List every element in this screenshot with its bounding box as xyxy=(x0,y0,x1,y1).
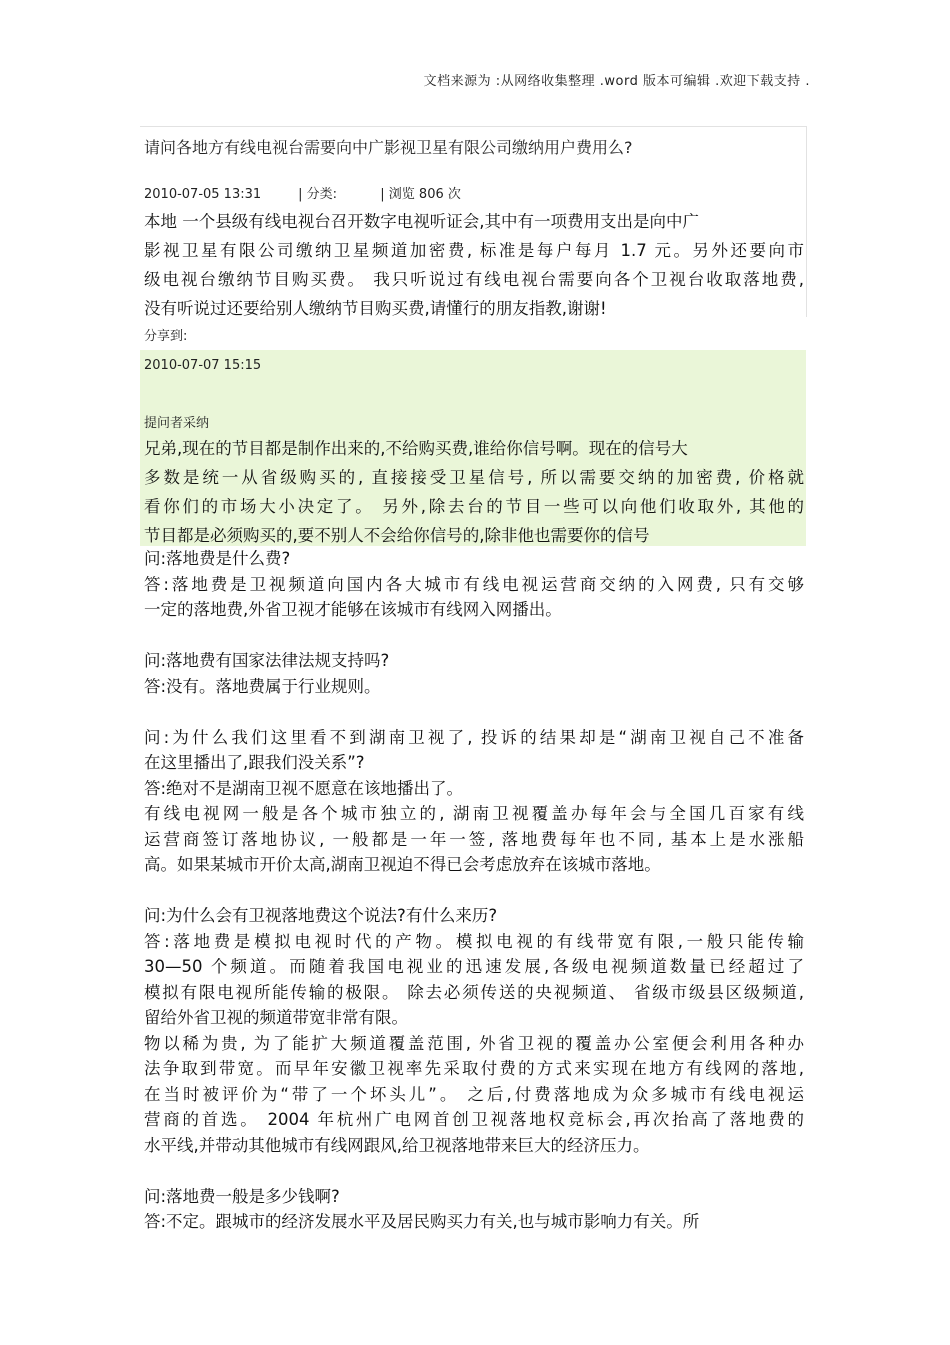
question-title: 请问各地方有线电视台需要向中广影视卫星有限公司缴纳用户费用么? xyxy=(144,138,633,157)
faq-line: 问:为什么会有卫视落地费这个说法?有什么来历? xyxy=(144,906,498,925)
faq-line: 答:落地费是模拟电视时代的产物。模拟电视的有线带宽有限,一般只能传输 xyxy=(144,931,804,951)
answer-line: 兄弟,现在的节目都是制作出来的,不给购买费,谁给你信号啊。现在的信号大 xyxy=(144,439,688,458)
faq-line: 30—50 个频道。而随着我国电视业的迅速发展,各级电视频道数量已经超过了 xyxy=(144,957,804,976)
faq-line: 问:落地费一般是多少钱啊? xyxy=(144,1186,340,1206)
answer-line: 节目都是必须购买的,要不别人不会给你信号的,除非他也需要你的信号 xyxy=(144,526,650,545)
faq-line: 营商的首选。 2004 年杭州广电网首创卫视落地权竞标会,再次抬高了落地费的 xyxy=(144,1110,804,1129)
question-meta xyxy=(144,183,461,202)
share-label[interactable]: 分享到: xyxy=(144,329,188,344)
paragraph-gap xyxy=(144,1158,804,1184)
faq-line: 物以稀为贵, 为了能扩大频道覆盖范围, 外省卫视的覆盖办公室便会利用各种办 xyxy=(144,1033,804,1053)
answer-line: 看你们的市场大小决定了。 另外,除去台的节目一些可以向他们收取外, 其他的 xyxy=(144,497,804,516)
paragraph-gap xyxy=(144,878,804,904)
faq-line: 问:为什么我们这里看不到湖南卫视了, 投诉的结果却是“湖南卫视自己不准备 xyxy=(144,727,804,747)
answer-line: 多数是统一从省级购买的, 直接接受卫星信号, 所以需要交纳的加密费, 价格就 xyxy=(144,468,804,487)
question-box xyxy=(140,126,807,317)
faq-line: 法争取到带宽。而早年安徽卫视率先采取付费的方式来实现在地方有线网的落地, xyxy=(144,1059,804,1078)
faq-line: 答:不定。跟城市的经济发展水平及居民购买力有关,也与城市影响力有关。所 xyxy=(144,1212,700,1231)
source-header: 文档来源为 :从网络收集整理 .word 版本可编辑 .欢迎下载支持 . xyxy=(423,74,810,89)
faq-line: 留给外省卫视的频道带宽非常有限。 xyxy=(144,1008,408,1027)
answer-date: 2010-07-07 15:15 xyxy=(144,358,262,373)
faq-line: 模拟有限电视所能传输的极限。 除去必须传送的央视频道、 省级市级县区级频道, xyxy=(144,982,804,1002)
question-date: 2010-07-05 13:31 xyxy=(144,187,262,202)
paragraph-gap xyxy=(144,699,804,725)
question-line: 本地 一个县级有线电视台召开数字电视听证会,其中有一项费用支出是向中广 xyxy=(144,212,699,231)
question-line: 影视卫星有限公司缴纳卫星频道加密费, 标准是每户每月 1.7 元。另外还要向市 xyxy=(144,241,804,260)
answer-box xyxy=(140,350,806,546)
faq-line: 答:绝对不是湖南卫视不愿意在该地播出了。 xyxy=(144,778,464,798)
faq-line: 答:没有。落地费属于行业规则。 xyxy=(144,676,381,696)
question-line: 级电视台缴纳节目购买费。 我只听说过有线电视台需要向各个卫视台收取落地费, xyxy=(144,270,804,289)
answer-body xyxy=(144,434,804,550)
faq-line: 在当时被评价为“带了一个坏头儿”。 之后,付费落地成为众多城市有线电视运 xyxy=(144,1084,804,1104)
paragraph-gap xyxy=(144,623,804,649)
category-label: | 分类: xyxy=(298,187,338,202)
faq-section xyxy=(144,546,804,1235)
faq-line: 在这里播出了,跟我们没关系”? xyxy=(144,753,365,772)
faq-line: 一定的落地费,外省卫视才能够在该城市有线网入网播出。 xyxy=(144,600,562,619)
faq-line: 运营商签订落地协议, 一般都是一年一签, 落地费每年也不同, 基本上是水涨船 xyxy=(144,829,804,849)
faq-line: 答:落地费是卫视频道向国内各大城市有线电视运营商交纳的入网费, 只有交够 xyxy=(144,574,804,594)
faq-line: 高。如果某城市开价太高,湖南卫视迫不得已会考虑放弃在该城市落地。 xyxy=(144,855,661,874)
faq-line: 问:落地费是什么费? xyxy=(144,549,291,568)
faq-line: 水平线,并带动其他城市有线网跟风,给卫视落地带来巨大的经济压力。 xyxy=(144,1135,650,1155)
views-label: | 浏览 806 次 xyxy=(380,187,461,202)
adopted-label: 提问者采纳 xyxy=(144,416,210,431)
question-body xyxy=(144,207,804,323)
faq-line: 有线电视网一般是各个城市独立的, 湖南卫视覆盖办每年会与全国几百家有线 xyxy=(144,804,804,823)
question-line: 没有听说过还要给别人缴纳节目购买费,请懂行的朋友指教,谢谢! xyxy=(144,299,607,318)
faq-line: 问:落地费有国家法律法规支持吗? xyxy=(144,651,390,670)
